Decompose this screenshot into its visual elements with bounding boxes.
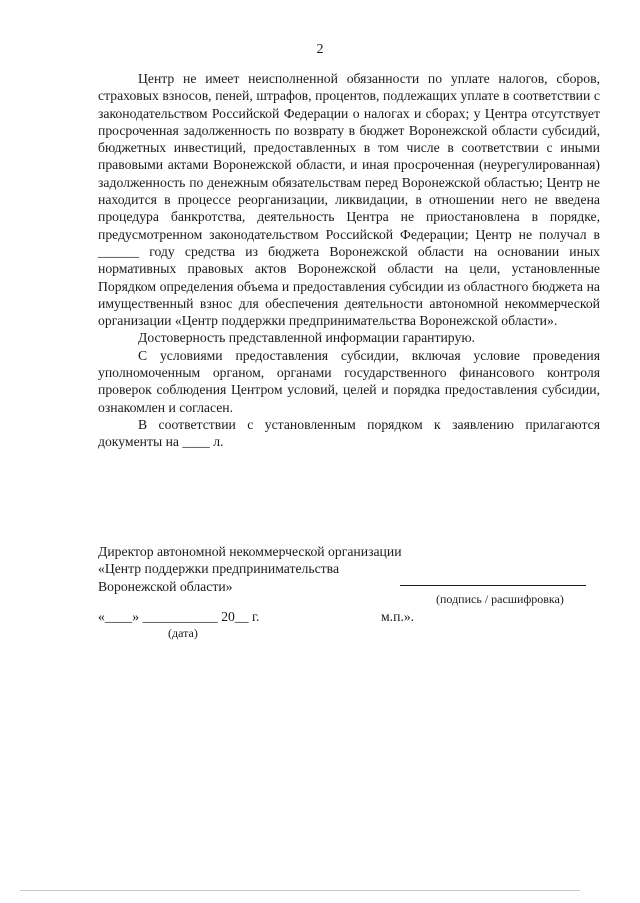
paragraph-attachments: В соответствии с установленным порядком к заявлению прилагаются документы на ____ л.	[98, 416, 600, 450]
signature-block	[98, 543, 600, 595]
organization-name-line2: Воронежской области»	[98, 578, 233, 594]
page-bottom-rule	[20, 890, 580, 891]
date-caption: (дата)	[168, 626, 198, 640]
document-body	[98, 70, 600, 451]
signature-caption: (подпись / расшифровка)	[436, 592, 564, 606]
organization-name-line1: «Центр поддержки предпринимательства	[98, 561, 340, 577]
date-field: «____» ___________ 20__ г.	[98, 609, 260, 624]
paragraph-conditions: С условиями предоставления субсидии, включая условие проведения уполномоченным органом, органами государственного финансового контроля проверок соблюдения Центром условий, целей и порядка предоставления субсидии, ознакомлен и согласен.	[98, 347, 600, 415]
stamp-mark: м.п.».	[381, 609, 415, 624]
paragraph-obligations: Центр не имеет неисполненной обязанности по уплате налогов, сборов, страховых взносов, пеней, штрафов, процентов, подлежащих уплате в соответствии с законодательством Российской Федерации о налогах и сборах; у Центра отсутствует просроченная задолженность по возврату в бюджет Воронежской области субсидий, бюджетных инвестиций, предоставленных в том числе в соответствии с иными правовыми актами Воронежской области, и иная просроченная (неурегулированная) задолженность по денежным обязательствам перед Воронежской областью; Центр не находится в процессе реорганизации, ликвидации, в отношении него не введена процедура банкротства, деятельность Центра не приостановлена в порядке, предусмотренном законодательством Российской Федерации; Центр не получал в ______ году средства из бюджета Воронежской области на основании иных нормативных правовых актов Воронежской области на цели, установленные Порядком определения объема и предоставления субсидии из областного бюджета на имущественный взнос для обеспечения деятельности автономной некоммерческой организации «Центр поддержки предпринимательства Воронежской области».	[98, 71, 600, 329]
page-number: 2	[316, 42, 324, 57]
signatory-title: Директор автономной некоммерческой организации	[98, 544, 402, 559]
paragraph-guarantee: Достоверность представленной информации гарантирую.	[138, 330, 475, 346]
signature-rule	[400, 585, 586, 586]
